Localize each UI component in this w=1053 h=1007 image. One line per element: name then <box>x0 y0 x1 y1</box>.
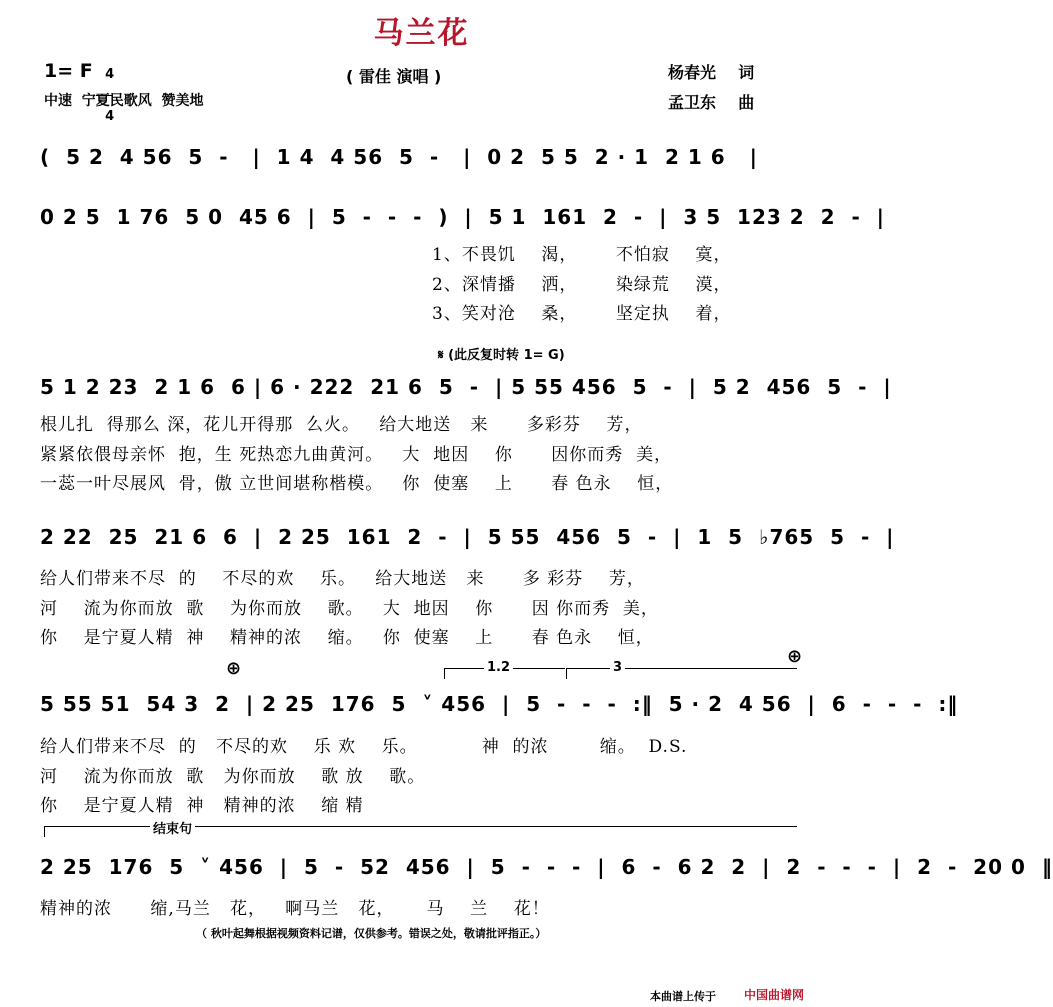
meter-top: 4 <box>105 67 115 82</box>
volta-label-1: 1.2 <box>484 660 513 675</box>
lyric-row-3-verse-3: 一蕊一叶尽展风 骨，傲 立世间堪称楷模。 你 使塞 上 春 色永 恒， <box>40 474 674 494</box>
coda-sign-1: ⊕ <box>226 658 242 679</box>
transcriber-footnote: （ 秋叶起舞根据视频资料记谱，仅供参考。错误之处，敬请批评指正。） <box>196 927 547 940</box>
score-row-2: 0 2 5 1 76 5 0 45 6 | 5 - - - ) | 5 1 161 2 - | 3 5 123 2 2 - | <box>40 205 885 229</box>
composer-credit: 孟卫东 曲 <box>668 93 755 112</box>
lyric-row-5-verse-3: 你 是宁夏人精 神 精神的浓 缩 精 <box>40 796 364 816</box>
score-row-6: 2 25 176 5 ˅ 456 | 5 - 52 456 | 5 - - - | 6 - 6 2 2 | 2 - - - | 2 - 20 0 ‖ <box>40 855 1053 879</box>
volta-label-2: 3 <box>610 660 625 675</box>
segno-modulation-note: 𝄋 (此反复时转 1= G) <box>438 348 565 363</box>
key-signature: 1= F <box>44 60 93 82</box>
lyric-row-2-verse-2: 2、深情播 洒， 染绿荒 漠， <box>432 275 732 295</box>
time-signature <box>96 55 115 124</box>
source-prefix: 本曲谱上传于 <box>650 990 716 1003</box>
lyric-row-4-verse-3: 你 是宁夏人精 神 精神的浓 缩。 你 使塞 上 春 色永 恒， <box>40 628 654 648</box>
lyric-row-3-verse-2: 紧紧依偎母亲怀 抱，生 死热恋九曲黄河。 大 地因 你 因你而秀 美， <box>40 445 673 465</box>
lyric-row-4-verse-2: 河 流为你而放 歌 为你而放 歌。 大 地因 你 因 你而秀 美， <box>40 599 659 619</box>
coda-sign-2: ⊕ <box>787 646 803 667</box>
lyric-row-4-verse-1: 给人们带来不尽 的 不尽的欢 乐。 给大地送 来 多 彩芬 芳， <box>40 569 645 589</box>
singer-credit: ( 雷佳 演唱 ) <box>346 67 442 86</box>
lyric-row-2-verse-1: 1、不畏饥 渴， 不怕寂 寞， <box>432 245 732 265</box>
lyricist-credit: 杨春光 词 <box>668 63 755 82</box>
tempo-marking: 中速 宁夏民歌风 赞美地 <box>44 93 204 109</box>
ending-label: 结束句 <box>150 818 195 837</box>
volta-bracket-2 <box>566 668 797 679</box>
score-row-1: ( 5 2 4 56 5 - | 1 4 4 56 5 - | 0 2 5 5 2 · 1 2 1 6 | <box>40 145 758 169</box>
lyric-row-5-verse-2: 河 流为你而放 歌 为你而放 歌 放 歌。 <box>40 767 426 787</box>
lyric-row-3-verse-1: 根儿扎 得那么 深，花儿开得那 么火。 给大地送 来 多彩芬 芳， <box>40 415 643 435</box>
source-site-logo: 中国曲谱网 <box>744 988 805 1002</box>
score-row-4: 2 22 25 21 6 6 | 2 25 161 2 - | 5 55 456 5 - | 1 5 ♭765 5 - | <box>40 525 895 549</box>
lyric-row-5-verse-1: 给人们带来不尽 的 不尽的欢 乐 欢 乐。 神 的浓 缩。 D.S. <box>40 737 688 757</box>
score-row-5: 5 55 51 54 3 2 | 2 25 176 5 ˅ 456 | 5 - - - :‖ 5 · 2 4 56 | 6 - - - :‖ <box>40 692 959 716</box>
song-title: 马兰花 <box>373 16 470 51</box>
lyric-row-6: 精神的浓 缩,马兰 花， 啊马兰 花， 马 兰 花！ <box>40 899 550 919</box>
meter-bottom: 4 <box>105 109 115 124</box>
lyric-row-2-verse-3: 3、笑对沧 桑， 坚定执 着， <box>432 304 732 324</box>
score-row-3: 5 1 2 23 2 1 6 6 | 6 · 222 21 6 5 - | 5 55 456 5 - | 5 2 456 5 - | <box>40 375 892 399</box>
